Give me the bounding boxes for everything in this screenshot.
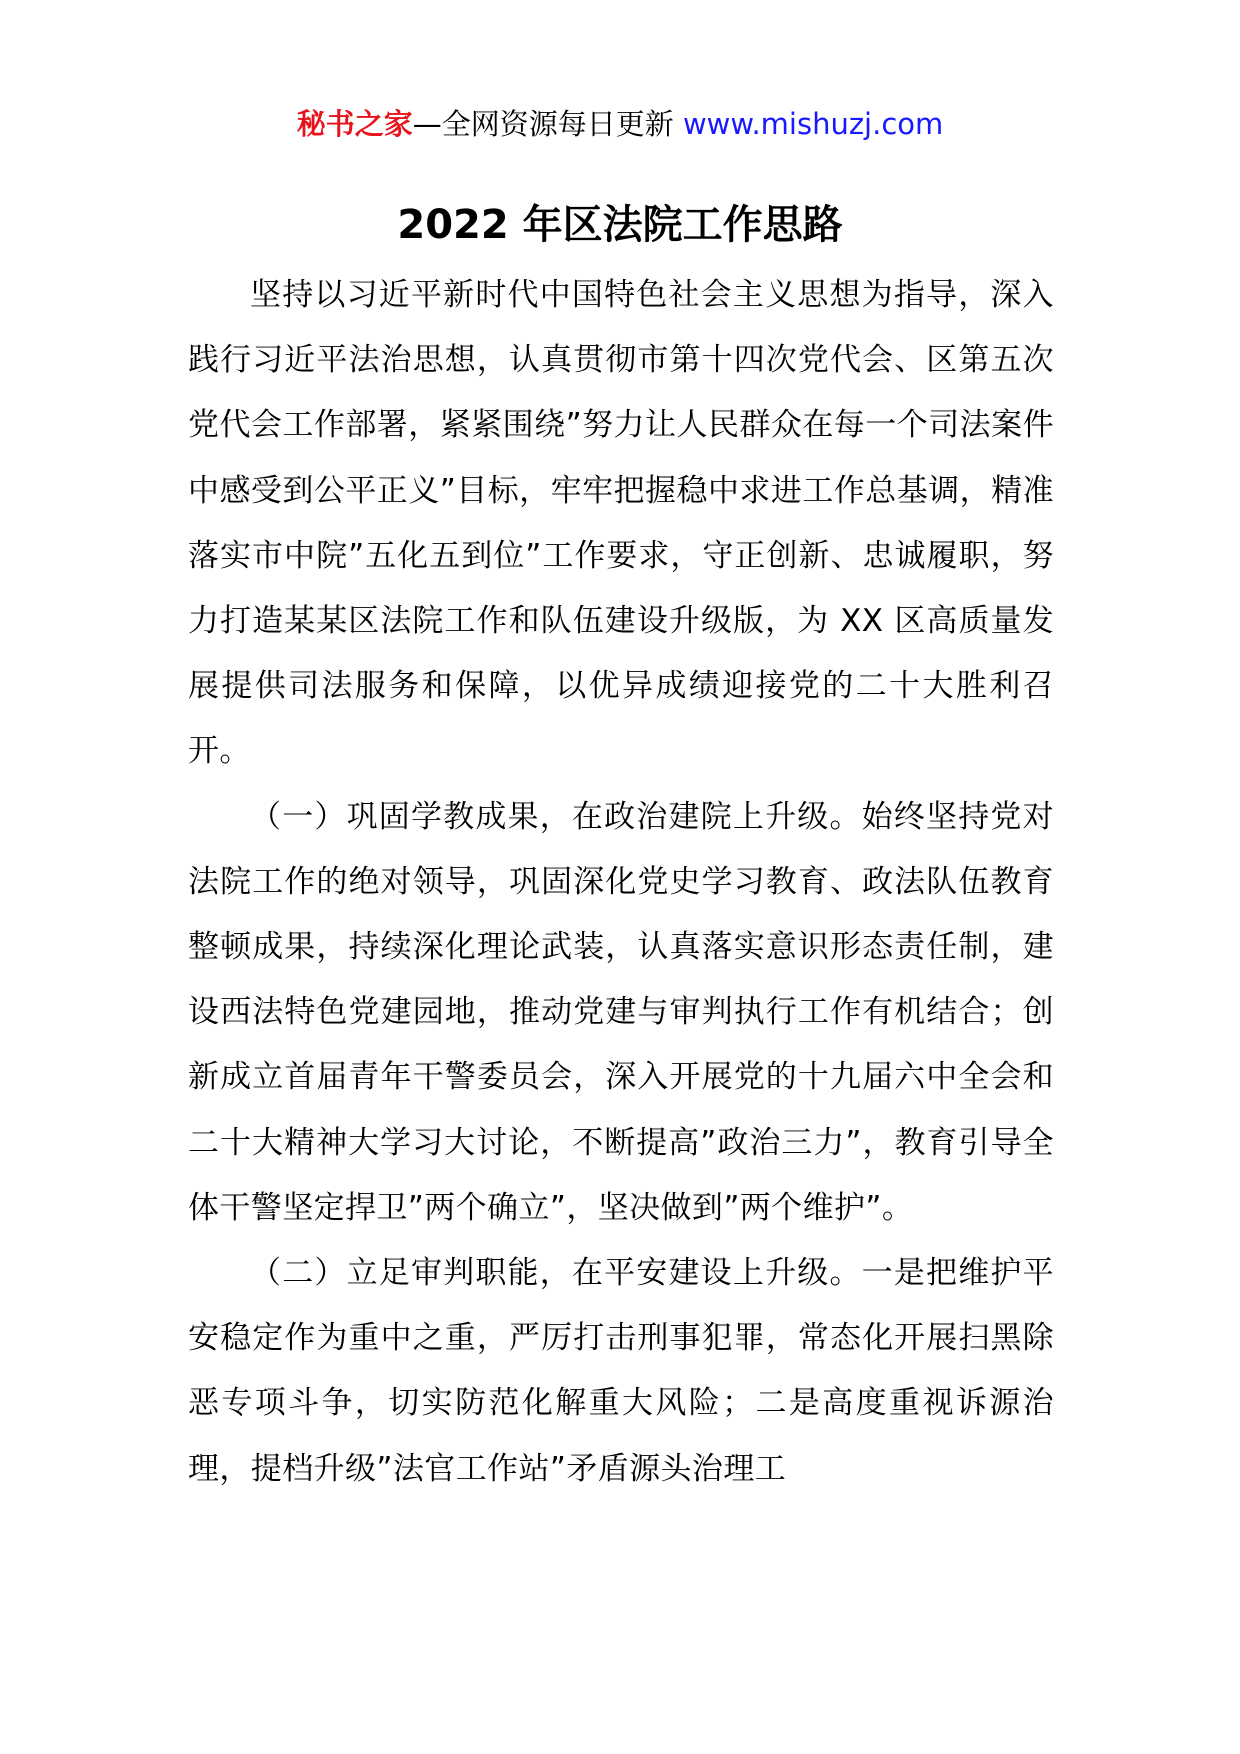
paragraph-section-1: （一）巩固学教成果，在政治建院上升级。始终坚持党对法院工作的绝对领导，巩固深化党史学习教育、政法队伍教育整顿成果，持续深化理论武装，认真落实意识形态责任制，建设西法特色党建园地，推动党建与审判执行工作有机结合；创新成立首届青年干警委员会，深入开展党的十九届六中全会和二十大精神大学习大讨论，不断提高”政治三力”，教育引导全体干警坚定捍卫”两个确立”，坚决做到”两个维护”。: [188, 798, 1054, 1226]
document-body: [188, 263, 1054, 1502]
document-title: 2022 年区法院工作思路: [397, 202, 843, 248]
website-link[interactable]: www.mishuzj.com: [682, 107, 944, 141]
source-header: [0, 102, 1240, 146]
paragraph-section-2: （二）立足审判职能，在平安建设上升级。一是把维护平安稳定作为重中之重，严厉打击刑事犯罪，常态化开展扫黑除恶专项斗争，切实防范化解重大风险；二是高度重视诉源治理，提档升级”法官工作站”矛盾源头治理工: [188, 1255, 1054, 1487]
header-slogan: —全网资源每日更新: [412, 107, 674, 141]
paragraph-intro: 坚持以习近平新时代中国特色社会主义思想为指导，深入践行习近平法治思想，认真贯彻市第十四次党代会、区第五次党代会工作部署，紧紧围绕”努力让人民群众在每一个司法案件中感受到公平正义”目标，牢牢把握稳中求进工作总基调，精准落实市中院”五化五到位”工作要求，守正创新、忠诚履职，努力打造某某区法院工作和队伍建设升级版，为 XX 区高质量发展提供司法服务和保障，以优异成绩迎接党的二十大胜利召开。: [188, 277, 1054, 770]
brand-name: 秘书之家: [296, 107, 413, 141]
